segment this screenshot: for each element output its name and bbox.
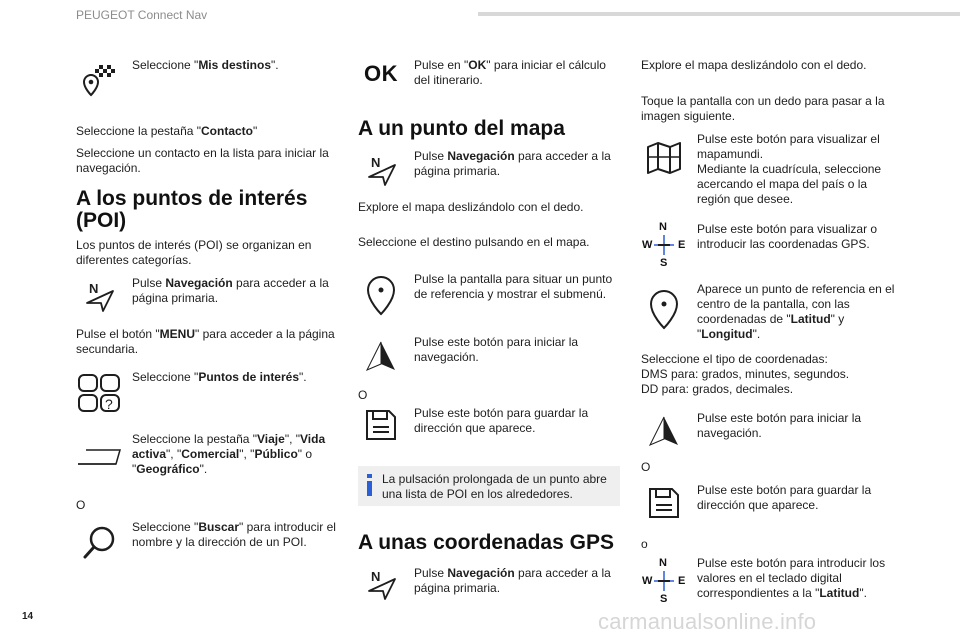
map-pin-flag-icon: [76, 58, 122, 104]
page-number: 14: [22, 611, 34, 622]
location-pin-icon: [641, 286, 687, 332]
or-label: O: [641, 460, 651, 474]
info-note-text: La pulsación prolongada de un punto abre una lista de POI en los alrededores.: [382, 472, 607, 501]
navigation-north-icon: [358, 560, 404, 606]
para-explore-map: Explore el mapa deslizándolo con el dedo.: [641, 58, 867, 72]
step-reference-point: Pulse la pantalla para situar un punto de referencia y mostrar el submenú.: [414, 272, 613, 301]
step-ok: Pulse en "OK" para iniciar el cálculo del itinerario.: [414, 58, 606, 87]
step-world-map: Pulse este botón para visualizar el mapamundi. Mediante la cuadrícula, seleccione acercando el mapa del país o la región que desee.: [697, 132, 882, 206]
step-buscar: Seleccione "Buscar" para introducir el nombre y la dirección de un POI.: [132, 520, 336, 549]
info-icon: [366, 474, 374, 496]
navigation-north-icon: [358, 146, 404, 192]
step-select-tab: Seleccione la pestaña "Viaje", "Vida activa", "Comercial", "Público" o "Geográfico".: [132, 432, 326, 476]
ok-icon: OK: [364, 60, 398, 86]
step-puntos-de-interes: Seleccione "Puntos de interés".: [132, 370, 307, 384]
navigation-north-icon: [76, 272, 122, 318]
svg-text:?: ?: [105, 396, 113, 412]
step-save-address-1: Pulse este botón para guardar la dirección que aparece.: [414, 406, 589, 435]
para-contacto: Seleccione la pestaña "Contacto": [76, 124, 258, 138]
save-disk-icon: [358, 402, 404, 448]
svg-text:N: N: [371, 155, 381, 170]
step-save-address-2: Pulse este botón para guardar la dirección que aparece.: [697, 483, 872, 512]
step-gps-coordinates: Pulse este botón para visualizar o introducir las coordenadas GPS.: [697, 222, 878, 251]
compass-coordinates-icon: N W E S: [642, 557, 686, 605]
para-select-destination: Seleccione el destino pulsando en el mapa.: [358, 235, 590, 249]
watermark: carmanualsonline.info: [598, 609, 817, 634]
step-mis-destinos: Seleccione "Mis destinos".: [132, 58, 279, 72]
points-of-interest-icon: [76, 370, 122, 416]
step-navegacion-3: Pulse Navegación para acceder a la página primaria.: [414, 566, 611, 595]
para-select-contact: Seleccione un contacto en la lista para iniciar la navegación.: [76, 146, 329, 175]
step-start-navigation-2: Pulse este botón para iniciar la navegación.: [697, 411, 862, 440]
step-start-navigation-1: Pulse este botón para iniciar la navegación.: [414, 335, 579, 364]
heading-gps-coordinates: A unas coordenadas GPS: [358, 531, 614, 554]
header-rule: [478, 12, 960, 16]
para-poi-categories: Los puntos de interés (POI) se organizan en diferentes categorías.: [76, 238, 312, 267]
or-label: o: [641, 537, 648, 551]
heading-poi: A los puntos de interés (POI): [76, 187, 308, 232]
step-enter-latitude: Pulse este botón para introducir los valores en el teclado digital correspondientes a la "Latitud".: [697, 556, 886, 600]
svg-text:N: N: [371, 569, 381, 584]
step-lat-long-point: Aparece un punto de referencia en el centro de la pantalla, con las coordenadas de "Latitud" y "Longitud".: [697, 282, 895, 341]
tab-selector-icon: [76, 432, 122, 478]
heading-map-point: A un punto del mapa: [358, 117, 565, 140]
search-icon: [76, 520, 122, 566]
para-explore-map: Explore el mapa deslizándolo con el dedo.: [358, 200, 584, 214]
para-tap-next-image: Toque la pantalla con un dedo para pasar a la imagen siguiente.: [641, 94, 885, 123]
save-disk-icon: [641, 480, 687, 526]
svg-text:N: N: [89, 281, 99, 296]
compass-coordinates-icon: N W E S: [642, 221, 686, 269]
navigate-arrow-icon: [641, 408, 687, 454]
location-pin-icon: [358, 272, 404, 318]
running-header: PEUGEOT Connect Nav: [76, 8, 208, 22]
para-menu-button: Pulse el botón "MENU" para acceder a la página secundaria.: [76, 327, 335, 356]
navigate-arrow-icon: [358, 333, 404, 379]
step-navegacion-2: Pulse Navegación para acceder a la página primaria.: [414, 149, 611, 178]
or-label: O: [76, 498, 86, 512]
step-navegacion-1: Pulse Navegación para acceder a la página primaria.: [132, 276, 329, 305]
info-note-box: [358, 466, 620, 506]
or-label: O: [358, 388, 368, 402]
para-coordinate-type: Seleccione el tipo de coordenadas: DMS para: grados, minutes, segundos. DD para: grados, decimales.: [641, 352, 850, 396]
world-map-icon: [641, 134, 687, 180]
